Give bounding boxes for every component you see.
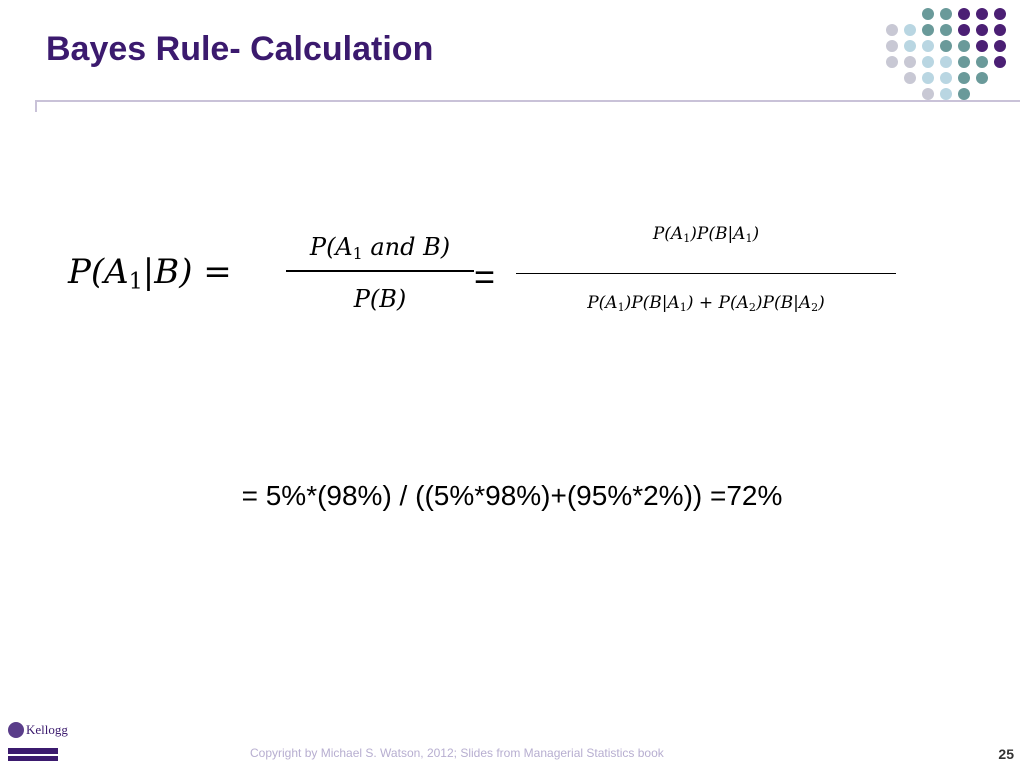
decorative-dot [886,56,898,68]
decorative-dot [922,24,934,36]
fraction1-numerator: $P(A_1$ and B) [309,233,451,263]
logo-text: Kellogg [26,722,68,737]
fraction1-denominator: P(B) [353,285,407,313]
decorative-dot [940,40,952,52]
slide-title: Bayes Rule- Calculation [46,30,434,68]
decorative-dot [904,72,916,84]
decorative-dot [904,56,916,68]
decorative-dot [922,40,934,52]
decorative-dot [958,40,970,52]
decorative-dot [958,8,970,20]
decorative-dot [940,72,952,84]
title-divider [35,100,1020,102]
footer-copyright: Copyright by Michael S. Watson, 2012; Slides from Managerial Statistics book [250,746,664,760]
fraction1-bar [286,270,474,272]
decorative-dot [994,8,1006,20]
decorative-dot [976,40,988,52]
decorative-dot [922,88,934,100]
decorative-dot [940,24,952,36]
decorative-dot [976,8,988,20]
decorative-dot [904,24,916,36]
logo-bar [8,748,58,754]
decorative-dot [976,56,988,68]
decorative-dot [940,56,952,68]
decorative-dot [922,72,934,84]
decorative-dot [922,56,934,68]
decorative-dot [940,8,952,20]
decorative-dot [886,24,898,36]
decorative-dot [958,72,970,84]
page-number: 25 [998,746,1014,762]
decorative-dot [976,24,988,36]
fraction2-bar [516,273,896,274]
decorative-dot [994,24,1006,36]
decorative-dot [958,88,970,100]
kellogg-logo [8,722,78,764]
decorative-dot [904,40,916,52]
logo-bar-secondary [8,756,58,761]
decorative-dot [940,88,952,100]
decorative-dot-grid [880,8,1020,108]
decorative-dot [958,56,970,68]
decorative-dot [922,8,934,20]
decorative-dot [886,40,898,52]
formula-lhs: $P(A_1|B)$ = [68,252,232,295]
decorative-dot [994,56,1006,68]
equals-sign: = [474,256,496,297]
decorative-dot [994,40,1006,52]
decorative-dot [958,24,970,36]
title-divider-tick [35,100,37,112]
fraction2-numerator: $P(A_1)P(B|A_1)$ [652,224,760,245]
decorative-dot [976,72,988,84]
fraction2-denominator: $P(A_1)P(B|A_1) + P(A_2)P(B|A_2)$ [587,293,825,314]
seal-icon [8,722,24,738]
calculation-text: = 5%*(98%) / ((5%*98%)+(95%*2%)) =72% [241,480,783,511]
